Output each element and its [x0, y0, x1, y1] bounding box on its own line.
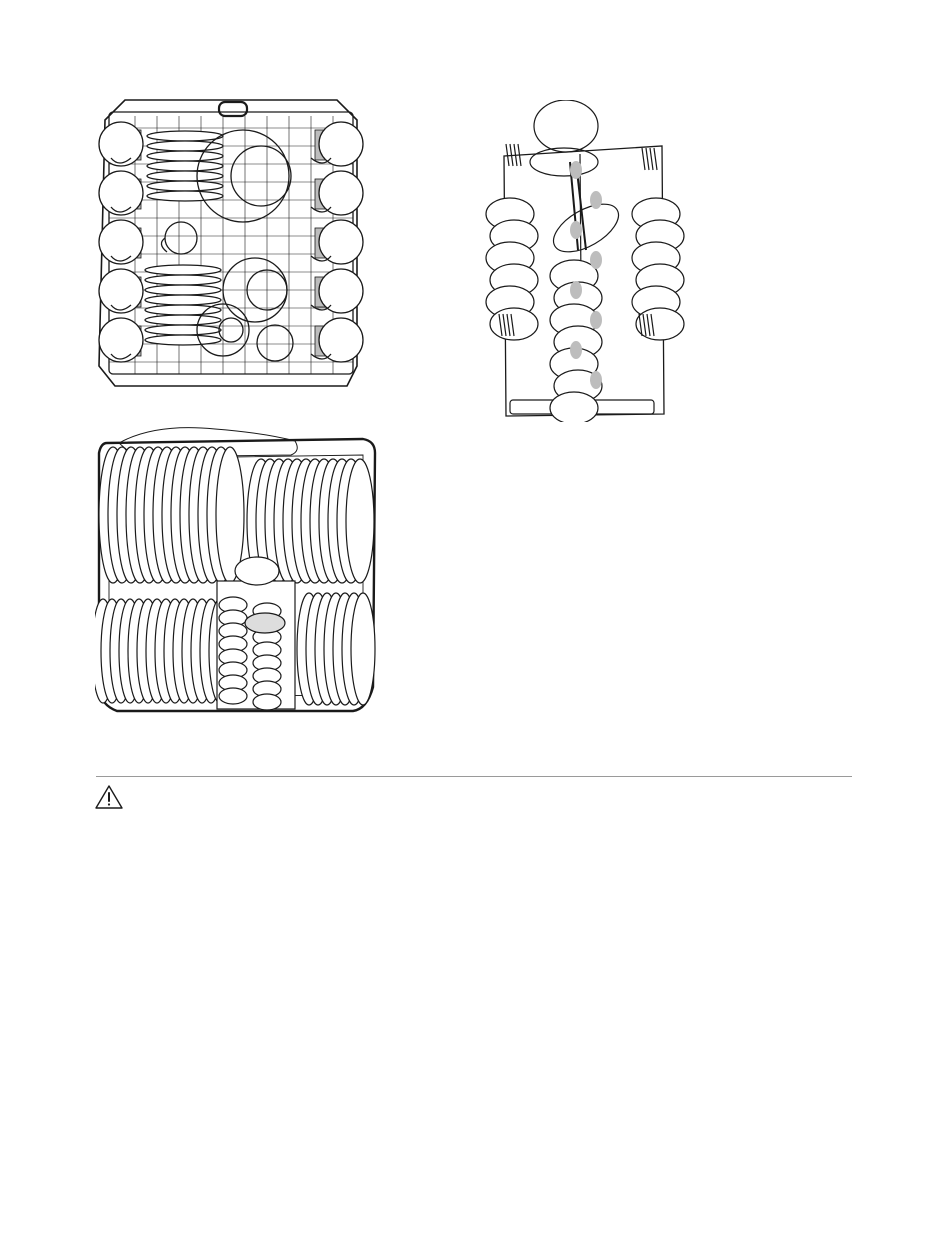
upper-rack-loaded-illustration — [95, 98, 367, 388]
cutlery-basket-loaded-illustration — [482, 100, 687, 422]
cutlery-basket-illustration — [482, 100, 687, 422]
lower-rack-loaded-illustration — [95, 425, 380, 715]
section-divider — [96, 776, 852, 777]
upper-basket-illustration — [95, 98, 367, 388]
warning-triangle-icon — [94, 783, 124, 811]
lower-basket-illustration — [95, 425, 380, 715]
